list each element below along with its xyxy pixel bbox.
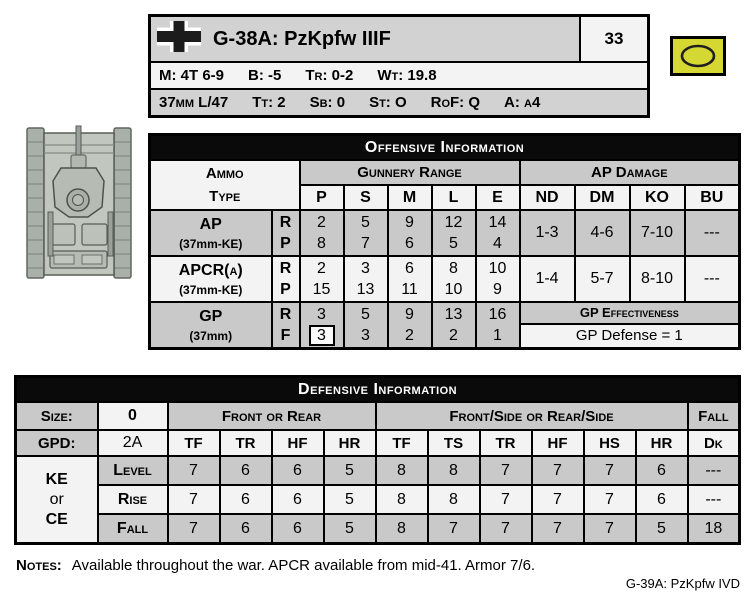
defense-col-header: HR [636,430,688,456]
defense-col-header: TR [480,430,532,456]
damage-col-header: KO [630,185,685,210]
range-value-cell: 2 15 [300,256,344,302]
defense-col-header: TF [168,430,220,456]
gp-defense-value: GP Defense = 1 [521,325,739,347]
ammo-caliber: (37mm-KE) [179,236,243,251]
defense-value-cell: 6 [220,485,272,514]
ammo-caliber: (37mm-KE) [179,282,243,297]
next-card-reference: G-39A: PzKpfw IVD [625,576,740,591]
defense-col-header: HF [532,430,584,456]
defense-value-cell: 7 [532,456,584,485]
defense-value-cell: 8 [428,485,480,514]
stat-movement: M: 4T 6-9 [159,67,225,84]
defense-value-cell: 7 [532,514,584,544]
defense-col-header: HF [272,430,324,456]
ammo-row-gp [150,302,740,349]
unit-header-card [148,14,650,118]
gun-stats-row [150,89,649,117]
range-value-cell: 3 13 [344,256,388,302]
stat-gun: 37mm L/47 [159,94,229,111]
defense-value-cell: 6 [220,514,272,544]
damage-cell: 1-3 [520,210,575,256]
damage-cell: --- [685,210,740,256]
defense-value-cell: --- [688,485,740,514]
rp-label-cell: R P [272,256,300,302]
defense-value-cell: 6 [272,514,324,544]
range-value-cell: 6 11 [388,256,432,302]
gp-effectiveness-header: GP Effectiveness [521,303,739,325]
gunnery-range-header: Gunnery Range [300,160,520,185]
defense-value-cell: 6 [272,485,324,514]
defense-value-cell: 5 [324,485,376,514]
boxed-value: 3 [309,325,335,346]
ap-damage-header: AP Damage [520,160,740,185]
damage-col-header: ND [520,185,575,210]
damage-col-header: BU [685,185,740,210]
ammo-row-apcr [150,256,740,302]
defense-value-cell: 7 [168,456,220,485]
stat-bog: B: -5 [248,67,282,84]
defense-value-cell: 7 [532,485,584,514]
range-col-header: S [344,185,388,210]
gpd-value: 2A [98,430,168,456]
damage-cell: 7-10 [630,210,685,256]
defense-col-header: Dk [688,430,740,456]
notes-label: Notes: [16,557,62,574]
row-label: Fall [98,514,168,544]
defense-value-cell: 6 [636,485,688,514]
damage-cell: 1-4 [520,256,575,302]
offensive-information-table [148,133,741,350]
range-value-cell: 10 9 [476,256,520,302]
range-col-header: M [388,185,432,210]
stat-tt: Tt: 2 [252,94,286,111]
front-rear-header: Front or Rear [168,402,376,430]
defense-value-cell: 6 [636,456,688,485]
card-number: 33 [580,16,649,63]
defense-value-cell: 7 [428,514,480,544]
defense-value-cell: 8 [428,456,480,485]
size-value: 0 [98,402,168,430]
damage-cell: --- [685,256,740,302]
range-value-cell: 12 5 [432,210,476,256]
range-col-header: L [432,185,476,210]
defense-value-cell: 5 [324,456,376,485]
defense-value-cell: 6 [220,456,272,485]
defense-value-cell: 8 [376,514,428,544]
vehicle-counter-chit [670,36,726,76]
unit-title: G-38A: PzKpfw IIIF [213,27,391,50]
notes-line [16,557,726,574]
fall-header: Fall [688,402,740,430]
range-value-cell: 9 2 [388,302,432,349]
defense-value-cell: 7 [168,485,220,514]
defense-value-cell: 5 [636,514,688,544]
ammo-type-header: Ammo Type [150,160,300,210]
offensive-title-bar: Offensive Information [150,135,740,161]
defense-col-header: TS [428,430,480,456]
damage-cell: 5-7 [575,256,630,302]
rp-label-cell: R P [272,210,300,256]
range-value-cell: 2 8 [300,210,344,256]
damage-cell: 8-10 [630,256,685,302]
stat-rof: RoF: Q [430,94,481,111]
damage-cell: 4-6 [575,210,630,256]
stat-sb: Sb: 0 [309,94,346,111]
oval-vehicle-symbol-icon [676,42,720,70]
range-value-cell: 8 10 [432,256,476,302]
stat-ammo: A: a4 [504,94,541,111]
gpd-label: GPD: [16,430,98,456]
defense-col-header: TF [376,430,428,456]
gp-effectiveness-block [520,302,740,349]
defense-value-cell: --- [688,456,740,485]
defense-value-cell: 18 [688,514,740,544]
defense-value-cell: 7 [480,514,532,544]
range-value-cell: 14 4 [476,210,520,256]
range-value-cell: 13 2 [432,302,476,349]
stat-weight: Wt: 19.8 [377,67,437,84]
defense-value-cell: 8 [376,485,428,514]
rp-label-cell: R F [272,302,300,349]
ammo-caliber: (37mm) [189,328,233,343]
defense-value-cell: 7 [584,456,636,485]
ammo-type-cell [150,256,272,302]
tank-top-view-image [24,124,134,297]
stat-terrain: Tr: 0-2 [305,67,354,84]
title-cell [150,16,581,63]
defense-value-cell: 8 [376,456,428,485]
ammo-type-cell [150,302,272,349]
notes-text: Available throughout the war. APCR available from mid-41. Armor 7/6. [71,557,536,574]
ke-or-ce-label: KE or CE [16,456,98,544]
range-value-cell: 5 3 [344,302,388,349]
damage-col-header: DM [575,185,630,210]
defensive-information-table [14,375,741,545]
stat-st: St: O [369,94,407,111]
front-side-header: Front/Side or Rear/Side [376,402,688,430]
defense-value-cell: 7 [480,485,532,514]
ammo-name: APCR(a) [178,261,243,279]
range-col-header: E [476,185,520,210]
range-value-cell: 16 1 [476,302,520,349]
ammo-name: GP [199,307,223,325]
range-value-cell: 3 3 [300,302,344,349]
row-label: Rise [98,485,168,514]
range-value-cell: 9 6 [388,210,432,256]
defense-col-header: HR [324,430,376,456]
defensive-title-bar: Defensive Information [16,377,740,403]
defense-value-cell: 7 [168,514,220,544]
ammo-row-ap [150,210,740,256]
defense-row-rise [16,485,740,514]
defense-row-level [16,456,740,485]
movement-stats-row [150,62,649,89]
range-value-cell: 5 7 [344,210,388,256]
row-label: Level [98,456,168,485]
range-col-header: P [300,185,344,210]
defense-row-fall [16,514,740,544]
defense-col-header: TR [220,430,272,456]
ammo-name: AP [199,215,222,233]
defense-col-header: HS [584,430,636,456]
size-label: Size: [16,402,98,430]
defense-value-cell: 5 [324,514,376,544]
defense-value-cell: 7 [584,514,636,544]
german-balkenkreuz-icon [157,21,201,57]
ammo-type-cell [150,210,272,256]
defense-value-cell: 6 [272,456,324,485]
defense-value-cell: 7 [480,456,532,485]
defense-value-cell: 7 [584,485,636,514]
